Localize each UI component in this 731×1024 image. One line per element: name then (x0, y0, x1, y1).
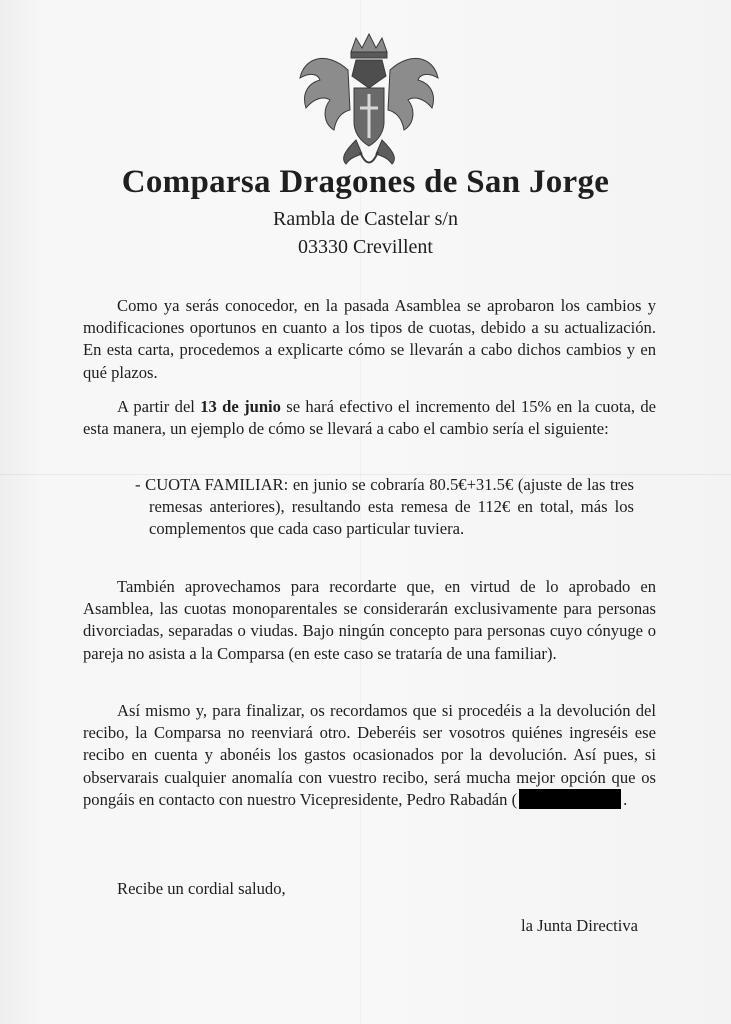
paragraph-increase (83, 396, 656, 440)
organization-title: Comparsa Dragones de San Jorge (121, 164, 610, 200)
list-item-cuota-familiar: - CUOTA FAMILIAR: en junio se cobraría 80.5€+31.5€ (ajuste de las tres remesas anteriores), resultando esta remesa de 112€ en total, más los complementos que cada caso particular tuviera. (135, 475, 634, 539)
dragon-crest-icon (296, 30, 442, 170)
paragraph-monoparental: También aprovechamos para recordarte que, en virtud de lo aprobado en Asamblea, las cuotas monoparentales se considerarán exclusivamente para personas divorciadas, separadas o viudas. Bajo ningún concepto para personas cuyo cónyuge o pareja no asista a la Comparsa (en este caso se trataría de una familiar). (83, 577, 656, 663)
paragraph-devolucion-text: Así mismo y, para finalizar, os recordamos que si procedéis a la devolución del recibo, la Comparsa no reenviará otro. Deberéis ser vosotros quiénes ingreséis ese recibo en cuenta y abonéis los gastos ocasionados por la devolución. Así pues, si observarais cualquier anomalía con vuestro recibo, será mucha mejor opción que os pongáis en contacto con nuestro Vicepresidente, Pedro Rabadán ( (83, 701, 656, 809)
redaction-box (519, 789, 621, 809)
address-city: 03330 Crevillent (298, 236, 433, 258)
closing-greeting: Recibe un cordial saludo, (117, 879, 286, 898)
paragraph-intro: Como ya serás conocedor, en la pasada Asamblea se aprobaron los cambios y modificaciones oportunos en cuanto a los tipos de cuotas, debido a su actualización. En esta carta, procedemos a explicarte cómo se llevarán a cabo dichos cambios y en qué plazos. (83, 296, 656, 382)
paragraph-devolucion-end: . (623, 789, 628, 809)
paragraph-increase-end: se hará efectivo el incremento del 15% en la cuota, de esta manera, un ejemplo de cómo se llevará a cabo el cambio sería el siguiente: (83, 397, 656, 439)
effective-date: 13 de junio (200, 397, 281, 416)
address-street: Rambla de Castelar s/n (273, 208, 458, 230)
paragraph-increase-start: A partir del (117, 397, 201, 416)
paragraph-devolucion (83, 700, 656, 811)
signature: la Junta Directiva (521, 916, 639, 935)
